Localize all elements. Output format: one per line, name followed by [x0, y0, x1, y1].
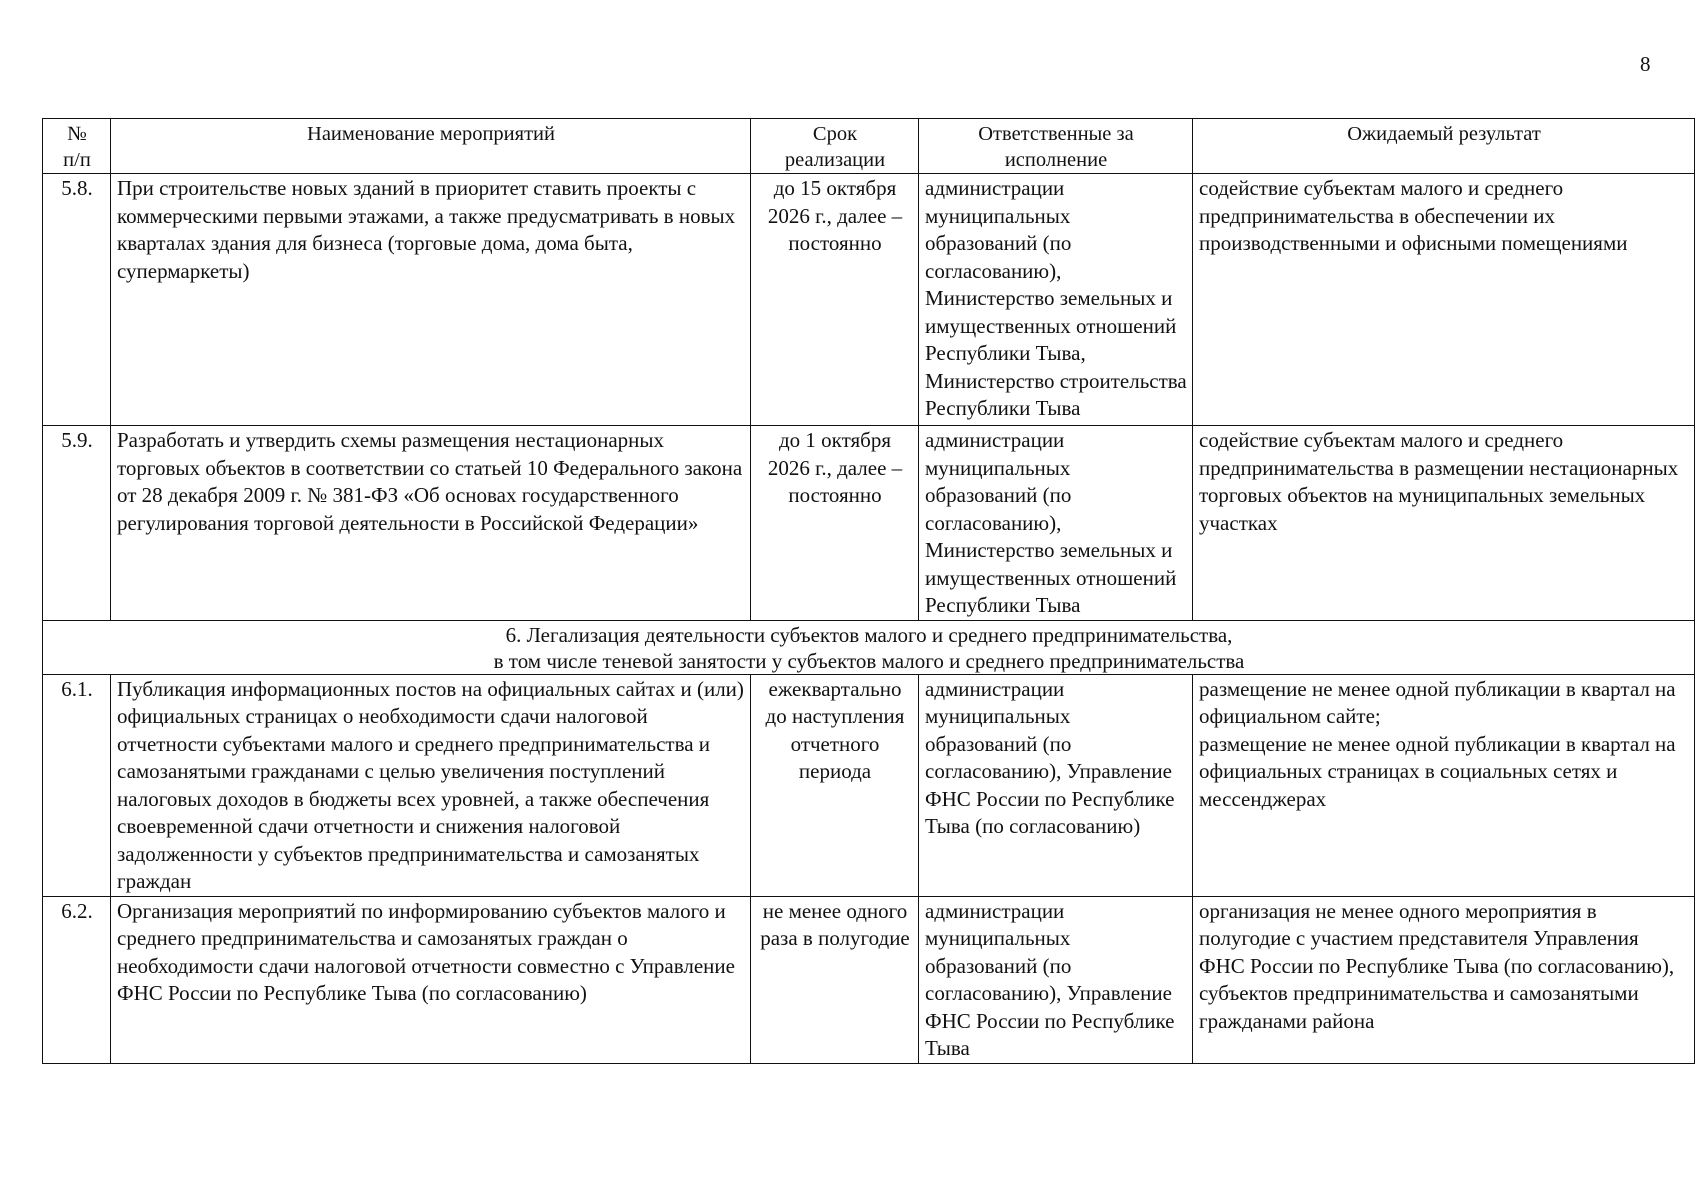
row-measure-name: Публикация информационных постов на официальных сайтах и (или) официальных страницах о необходимости сдачи налоговой отчетности субъектами малого и среднего предпринимательства и самозанятыми гражданами с целью увеличения поступлений налоговых доходов в бюджеты всех уровней, а также обеспечения своевременной сдачи отчетности и снижения налоговой задолженности у субъектов предпринимательства и самозанятых граждан: [111, 674, 751, 896]
row-measure-name: При строительстве новых зданий в приоритет ставить проекты с коммерческими первыми этажами, а также предусматривать в новых кварталах здания для бизнеса (торговые дома, дома быта, супермаркеты): [111, 174, 751, 426]
row-term: до 1 октября 2026 г., далее – постоянно: [751, 426, 919, 621]
row-result: организация не менее одного мероприятия в полугодие с участием представителя Управления ФНС России по Республике Тыва (по согласованию), субъектов предпринимательства и самозанятыми гражданами района: [1193, 896, 1695, 1063]
page-number: 8: [1640, 52, 1651, 76]
section-6-title: 6. Легализация деятельности субъектов малого и среднего предпринимательства, в том числе теневой занятости у субъектов малого и среднего предпринимательства: [43, 620, 1695, 674]
row-responsible: администрации муниципальных образований (по согласованию), Министерство земельных и имущественных отношений Республики Тыва, Министерство строительства Республики Тыва: [919, 174, 1193, 426]
row-term: ежеквартально до наступления отчетного периода: [751, 674, 919, 896]
row-measure-name: Организация мероприятий по информированию субъектов малого и среднего предпринимательства и самозанятых граждан о необходимости сдачи налоговой отчетности совместно с Управление ФНС России по Республике Тыва (по согласованию): [111, 896, 751, 1063]
row-number: 6.2.: [43, 896, 111, 1063]
header-result: Ожидаемый результат: [1193, 119, 1695, 174]
measures-table: [42, 118, 1695, 1064]
row-responsible: администрации муниципальных образований (по согласованию), Министерство земельных и имущественных отношений Республики Тыва: [919, 426, 1193, 621]
row-term: до 15 октября 2026 г., далее – постоянно: [751, 174, 919, 426]
table-row: [43, 896, 1695, 1063]
table-header-row: [43, 119, 1695, 174]
row-result: размещение не менее одной публикации в квартал на официальном сайте; размещение не менее одной публикации в квартал на официальных страницах в социальных сетях и мессенджерах: [1193, 674, 1695, 896]
section-header-row: [43, 620, 1695, 674]
row-responsible: администрации муниципальных образований (по согласованию), Управление ФНС России по Республике Тыва: [919, 896, 1193, 1063]
row-number: 5.8.: [43, 174, 111, 426]
table-row: [43, 674, 1695, 896]
row-number: 5.9.: [43, 426, 111, 621]
row-term: не менее одного раза в полугодие: [751, 896, 919, 1063]
header-term: Срок реализации: [751, 119, 919, 174]
row-result: содействие субъектам малого и среднего предпринимательства в размещении нестационарных торговых объектов на муниципальных земельных участках: [1193, 426, 1695, 621]
table-row: [43, 426, 1695, 621]
row-number: 6.1.: [43, 674, 111, 896]
row-result: содействие субъектам малого и среднего предпринимательства в обеспечении их производственными и офисными помещениями: [1193, 174, 1695, 426]
row-measure-name: Разработать и утвердить схемы размещения нестационарных торговых объектов в соответствии со статьей 10 Федерального закона от 28 декабря 2009 г. № 381-ФЗ «Об основах государственного регулирования торговой деятельности в Российской Федерации»: [111, 426, 751, 621]
table-row: [43, 174, 1695, 426]
header-num: № п/п: [43, 119, 111, 174]
header-responsible: Ответственные за исполнение: [919, 119, 1193, 174]
header-name: Наименование мероприятий: [111, 119, 751, 174]
row-responsible: администрации муниципальных образований (по согласованию), Управление ФНС России по Республике Тыва (по согласованию): [919, 674, 1193, 896]
